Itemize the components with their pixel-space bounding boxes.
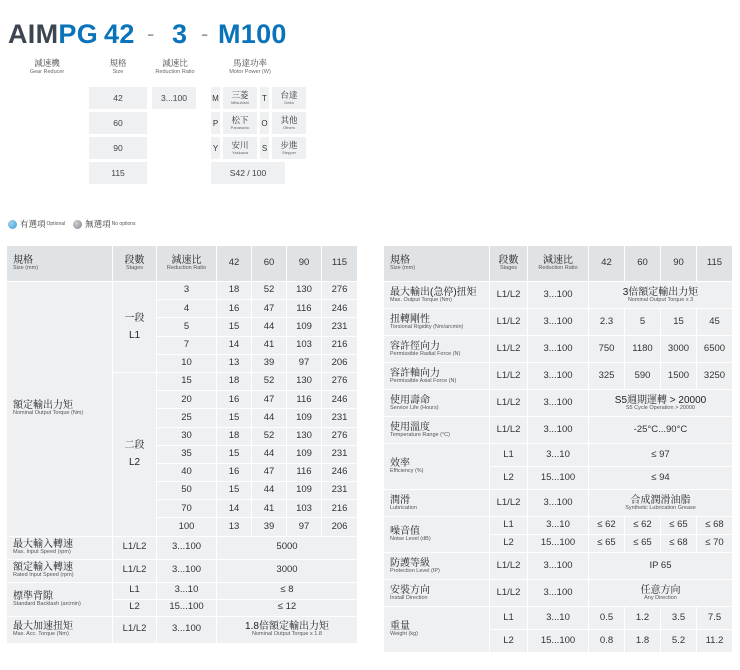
motor-name[interactable]: 步進 Stepper — [272, 137, 306, 159]
ratio-cell: 3...100 — [528, 490, 589, 517]
radial-force-row — [384, 336, 733, 363]
value-cell: S5週期運轉 > 20000 S5 Cycle Operation > 20000 — [589, 390, 733, 417]
value-cell: 1.8 — [625, 630, 661, 653]
size-option[interactable]: 115 — [89, 162, 147, 184]
row-label: 使用溫度 Temperature Range (°C) — [384, 417, 490, 444]
torque-value-cell: 116 — [287, 391, 322, 409]
row-label: 使用壽命 Service Life (Hours) — [384, 390, 490, 417]
torque-value-cell: 231 — [322, 318, 358, 336]
stage-two-cell: 二段 L2 — [113, 372, 157, 536]
stage-cell: L1/L2 — [490, 580, 528, 607]
value-cell: 15 — [661, 309, 697, 336]
ratio-cell: 15...100 — [528, 630, 589, 653]
optional-dot-icon — [8, 220, 17, 229]
row-label: 潤滑 Lubrication — [384, 490, 490, 517]
torque-value-cell: 16 — [217, 391, 252, 409]
torque-value-cell: 206 — [322, 518, 358, 536]
legend-none-en: No options — [111, 221, 136, 227]
stage-cell: L1 — [113, 582, 157, 599]
header-size: 60 — [625, 246, 661, 282]
stage-cell: L1/L2 — [490, 553, 528, 580]
header-size: 115 — [697, 246, 733, 282]
stage-cell: L1/L2 — [490, 309, 528, 336]
torque-value-cell: 18 — [217, 427, 252, 445]
stage-cell: L2 — [490, 630, 528, 653]
torque-value-cell: 276 — [322, 372, 358, 390]
torque-value-cell: 52 — [252, 282, 287, 300]
ratio-cell: 4 — [157, 300, 217, 318]
value-cell: 3.5 — [661, 607, 697, 630]
value-cell: 0.8 — [589, 630, 625, 653]
motor-name[interactable]: 三菱 Mitsubishi — [223, 87, 257, 109]
stage-cell: L1 — [490, 517, 528, 535]
header-size: 90 — [287, 246, 322, 282]
ratio-cell: 5 — [157, 318, 217, 336]
code-frame: 42 — [104, 19, 135, 49]
value-cell: ≤ 68 — [661, 535, 697, 553]
value-cell: 590 — [625, 363, 661, 390]
ratio-cell: 15...100 — [157, 599, 217, 616]
efficiency-row — [384, 444, 733, 467]
value-cell: ≤ 70 — [697, 535, 733, 553]
header-ratio: 減速比 Reduction Ratio — [528, 246, 589, 282]
ratio-cell: 3...100 — [157, 616, 217, 643]
ratio-cell: 3...10 — [528, 444, 589, 467]
torque-value-cell: 15 — [217, 445, 252, 463]
size-option[interactable]: 90 — [89, 137, 147, 159]
motor-code[interactable]: Y — [211, 137, 220, 159]
header-size: 42 — [589, 246, 625, 282]
motor-name[interactable]: 安川 Yaskawa — [223, 137, 257, 159]
stage-cell: L2 — [490, 467, 528, 490]
torque-value-cell: 246 — [322, 463, 358, 481]
ratio-cell: 3...100 — [528, 580, 589, 607]
value-cell: 5.2 — [661, 630, 697, 653]
value-cell: 45 — [697, 309, 733, 336]
torque-value-cell: 13 — [217, 518, 252, 536]
temperature-row — [384, 417, 733, 444]
ratio-cell: 7 — [157, 336, 217, 354]
header-size: 60 — [252, 246, 287, 282]
row-label: 容許徑向力 Permissible Radial Force (N) — [384, 336, 490, 363]
torque-value-cell: 109 — [287, 409, 322, 427]
row-label: 標準背隙 Standard Backlash (arcmin) — [7, 582, 113, 616]
row-label: 效率 Efficiency (%) — [384, 444, 490, 490]
value-cell: ≤ 68 — [697, 517, 733, 535]
size-option[interactable]: 60 — [89, 112, 147, 134]
torque-value-cell: 18 — [217, 282, 252, 300]
right-header-row — [384, 246, 733, 282]
motor-code[interactable]: O — [260, 112, 269, 134]
value-cell: 11.2 — [697, 630, 733, 653]
torque-value-cell: 18 — [217, 372, 252, 390]
value-cell: 5000 — [217, 536, 358, 559]
torque-value-cell: 97 — [287, 518, 322, 536]
value-cell: ≤ 97 — [589, 444, 733, 467]
ratio-cell: 15 — [157, 372, 217, 390]
no-option-dot-icon — [73, 220, 82, 229]
motor-name[interactable]: 松下 Panasonic — [223, 112, 257, 134]
torque-value-cell: 47 — [252, 300, 287, 318]
row-label: 噪音值 Noise Level (dB) — [384, 517, 490, 553]
torque-value-cell: 276 — [322, 282, 358, 300]
torque-value-cell: 15 — [217, 318, 252, 336]
rigidity-row — [384, 309, 733, 336]
row-label: 最大輸入轉速 Max. Input Speed (rpm) — [7, 536, 113, 559]
value-cell: 5 — [625, 309, 661, 336]
max-input-speed-row — [7, 536, 358, 559]
torque-value-cell: 39 — [252, 354, 287, 372]
torque-value-cell: 246 — [322, 391, 358, 409]
value-cell: 合成潤滑油脂 Synthetic Lubrication Grease — [589, 490, 733, 517]
row-label: 最大加速扭矩 Max. Acc. Torque (Nm) — [7, 616, 113, 643]
value-cell: ≤ 65 — [589, 535, 625, 553]
value-cell: -25°C...90°C — [589, 417, 733, 444]
stage-cell: L1/L2 — [490, 336, 528, 363]
value-cell: ≤ 62 — [589, 517, 625, 535]
torque-value-cell: 44 — [252, 445, 287, 463]
code-dash-1: - — [147, 21, 155, 46]
value-cell: 750 — [589, 336, 625, 363]
header-spec: 規格 Size (mm) — [7, 246, 113, 282]
stage-cell: L1/L2 — [113, 616, 157, 643]
header-ratio: 減速比 Reduction Ratio — [157, 246, 217, 282]
torque-value-cell: 130 — [287, 427, 322, 445]
torque-value-cell: 47 — [252, 391, 287, 409]
motor-code[interactable]: S — [260, 137, 269, 159]
noise-row — [384, 517, 733, 535]
torque-value-cell: 109 — [287, 445, 322, 463]
torque-value-cell: 16 — [217, 463, 252, 481]
motor-row — [211, 137, 306, 159]
left-header-row — [7, 246, 358, 282]
ratio-cell: 3...100 — [528, 336, 589, 363]
stage-cell: L1/L2 — [490, 417, 528, 444]
row-label: 額定輸入轉速 Rated Input Speed (rpm) — [7, 559, 113, 582]
ratio-cell: 10 — [157, 354, 217, 372]
torque-value-cell: 231 — [322, 445, 358, 463]
torque-value-cell: 206 — [322, 354, 358, 372]
header-size: 90 — [661, 246, 697, 282]
ratio-option[interactable]: 3...100 — [152, 87, 196, 109]
row-label: 扭轉剛性 Torsional Rigidity (Nm/arcmin) — [384, 309, 490, 336]
axial-force-row — [384, 363, 733, 390]
code-label-reducer: 減速機 Gear Reducer — [29, 58, 65, 75]
header-size: 115 — [322, 246, 358, 282]
code-motor: M100 — [218, 19, 287, 49]
torque-value-cell: 44 — [252, 409, 287, 427]
left-spec-table — [6, 245, 358, 644]
backlash-row — [7, 582, 358, 599]
protection-row — [384, 553, 733, 580]
torque-value-cell: 246 — [322, 300, 358, 318]
ratio-cell: 3...100 — [528, 363, 589, 390]
value-cell: ≤ 65 — [625, 535, 661, 553]
ratio-cell: 100 — [157, 518, 217, 536]
torque-value-cell: 15 — [217, 482, 252, 500]
header-size: 42 — [217, 246, 252, 282]
motor-name[interactable]: 其他 Others — [272, 112, 306, 134]
torque-value-cell: 41 — [252, 500, 287, 518]
header-spec: 規格 Size (mm) — [384, 246, 490, 282]
ratio-cell: 15...100 — [528, 467, 589, 490]
header-stage: 段數 Stages — [113, 246, 157, 282]
ratio-cell: 3...10 — [528, 607, 589, 630]
ratio-cell: 50 — [157, 482, 217, 500]
value-cell: IP 65 — [589, 553, 733, 580]
stage-cell: L1 — [490, 607, 528, 630]
torque-value-cell: 14 — [217, 336, 252, 354]
motor-code[interactable]: T — [260, 87, 269, 109]
legend-optional: 有選項 — [20, 219, 46, 229]
torque-value-cell: 103 — [287, 500, 322, 518]
value-cell: ≤ 8 — [217, 582, 358, 599]
motor-power-option[interactable]: S42 / 100 — [211, 162, 285, 184]
ratio-cell: 3...100 — [528, 417, 589, 444]
code-label-size: 規格 Size — [109, 58, 127, 75]
torque-value-cell: 44 — [252, 318, 287, 336]
value-cell: 1.8倍額定輸出力矩 Nominal Output Torque x 1.8 — [217, 616, 358, 643]
value-cell: 3000 — [217, 559, 358, 582]
torque-value-cell: 14 — [217, 500, 252, 518]
ratio-cell: 3 — [157, 282, 217, 300]
torque-value-cell: 130 — [287, 372, 322, 390]
torque-value-cell: 44 — [252, 482, 287, 500]
legend — [8, 218, 136, 230]
torque-value-cell: 231 — [322, 482, 358, 500]
stage-cell: L1 — [490, 444, 528, 467]
legend-optional-en: Optional — [46, 221, 66, 227]
ratio-cell: 40 — [157, 463, 217, 481]
value-cell: ≤ 62 — [625, 517, 661, 535]
value-cell: 6500 — [697, 336, 733, 363]
lubrication-row — [384, 490, 733, 517]
stage-cell: L1/L2 — [490, 490, 528, 517]
torque-value-cell: 103 — [287, 336, 322, 354]
rated-input-speed-row — [7, 559, 358, 582]
value-cell: 1500 — [661, 363, 697, 390]
ratio-cell: 70 — [157, 500, 217, 518]
value-cell: 3倍額定輸出力矩 Nominal Output Torque x 3 — [589, 282, 733, 309]
row-label: 防護等級 Protection Level (IP) — [384, 553, 490, 580]
value-cell: 325 — [589, 363, 625, 390]
right-spec-table — [383, 245, 733, 653]
motor-code[interactable]: M — [211, 87, 220, 109]
stage-cell: L1/L2 — [490, 282, 528, 309]
torque-value-cell: 276 — [322, 427, 358, 445]
code-label-motor: 馬達功率 Motor Power (W) — [229, 58, 271, 75]
motor-name[interactable]: 台達 Delta — [272, 87, 306, 109]
ratio-cell: 3...100 — [528, 309, 589, 336]
value-cell: 0.5 — [589, 607, 625, 630]
row-label: 安裝方向 Install Direction — [384, 580, 490, 607]
ratio-cell: 3...100 — [528, 390, 589, 417]
torque-value-cell: 52 — [252, 427, 287, 445]
ratio-cell: 3...100 — [528, 553, 589, 580]
torque-value-cell: 39 — [252, 518, 287, 536]
code-dash-2: - — [201, 21, 209, 46]
ratio-cell: 30 — [157, 427, 217, 445]
torque-value-cell: 52 — [252, 372, 287, 390]
torque-value-cell: 216 — [322, 500, 358, 518]
torque-value-cell: 13 — [217, 354, 252, 372]
ratio-cell: 25 — [157, 409, 217, 427]
install-direction-row — [384, 580, 733, 607]
service-life-row — [384, 390, 733, 417]
value-cell: 7.5 — [697, 607, 733, 630]
torque-value-cell: 231 — [322, 409, 358, 427]
value-cell: ≤ 94 — [589, 467, 733, 490]
stage-cell: L1/L2 — [490, 363, 528, 390]
value-cell: 任意方向 Any Direction — [589, 580, 733, 607]
value-cell: ≤ 65 — [661, 517, 697, 535]
torque-value-cell: 116 — [287, 300, 322, 318]
torque-value-cell: 116 — [287, 463, 322, 481]
value-cell: 1180 — [625, 336, 661, 363]
ratio-cell: 35 — [157, 445, 217, 463]
stage-cell: L1/L2 — [113, 559, 157, 582]
legend-none: 無選項 — [85, 219, 111, 229]
code-ratio: 3 — [172, 19, 188, 49]
header-stage: 段數 Stages — [490, 246, 528, 282]
torque-row — [7, 282, 358, 300]
size-option[interactable]: 42 — [89, 87, 147, 109]
torque-value-cell: 47 — [252, 463, 287, 481]
row-label: 最大輸出(急停)扭矩 Max. Output Torque (Nm) — [384, 282, 490, 309]
motor-code[interactable]: P — [211, 112, 220, 134]
product-code — [8, 19, 98, 49]
value-cell: 3250 — [697, 363, 733, 390]
ratio-cell: 20 — [157, 391, 217, 409]
max-output-torque-row — [384, 282, 733, 309]
torque-value-cell: 130 — [287, 282, 322, 300]
weight-row — [384, 607, 733, 630]
motor-row — [211, 87, 306, 109]
stage-cell: L1/L2 — [113, 536, 157, 559]
ratio-cell: 15...100 — [528, 535, 589, 553]
torque-value-cell: 97 — [287, 354, 322, 372]
motor-row — [211, 112, 306, 134]
value-cell: 1.2 — [625, 607, 661, 630]
torque-value-cell: 16 — [217, 300, 252, 318]
ratio-cell: 3...10 — [528, 517, 589, 535]
torque-value-cell: 109 — [287, 482, 322, 500]
row-label: 容許軸向力 Permissible Axial Force (N) — [384, 363, 490, 390]
torque-value-cell: 41 — [252, 336, 287, 354]
row-label: 重量 Weight (kg) — [384, 607, 490, 653]
stage-cell: L2 — [113, 599, 157, 616]
stage-cell: L1/L2 — [490, 390, 528, 417]
value-cell: 3000 — [661, 336, 697, 363]
torque-value-cell: 216 — [322, 336, 358, 354]
stage-cell: L2 — [490, 535, 528, 553]
value-cell: ≤ 12 — [217, 599, 358, 616]
code-series: PG — [58, 19, 99, 49]
torque-value-cell: 109 — [287, 318, 322, 336]
max-acc-torque-row — [7, 616, 358, 643]
code-brand: AIM — [8, 19, 59, 49]
value-cell: 2.3 — [589, 309, 625, 336]
ratio-cell: 3...100 — [528, 282, 589, 309]
ratio-cell: 3...100 — [157, 559, 217, 582]
motor-options — [211, 87, 306, 184]
ratio-cell: 3...100 — [157, 536, 217, 559]
stage-one-cell: 一段 L1 — [113, 282, 157, 373]
size-options — [89, 87, 147, 184]
ratio-cell: 3...10 — [157, 582, 217, 599]
torque-label: 額定輸出力矩 Nominal Output Torque (Nm) — [7, 282, 113, 537]
code-label-ratio: 減速比 Reduction Ratio — [155, 58, 195, 75]
torque-value-cell: 15 — [217, 409, 252, 427]
